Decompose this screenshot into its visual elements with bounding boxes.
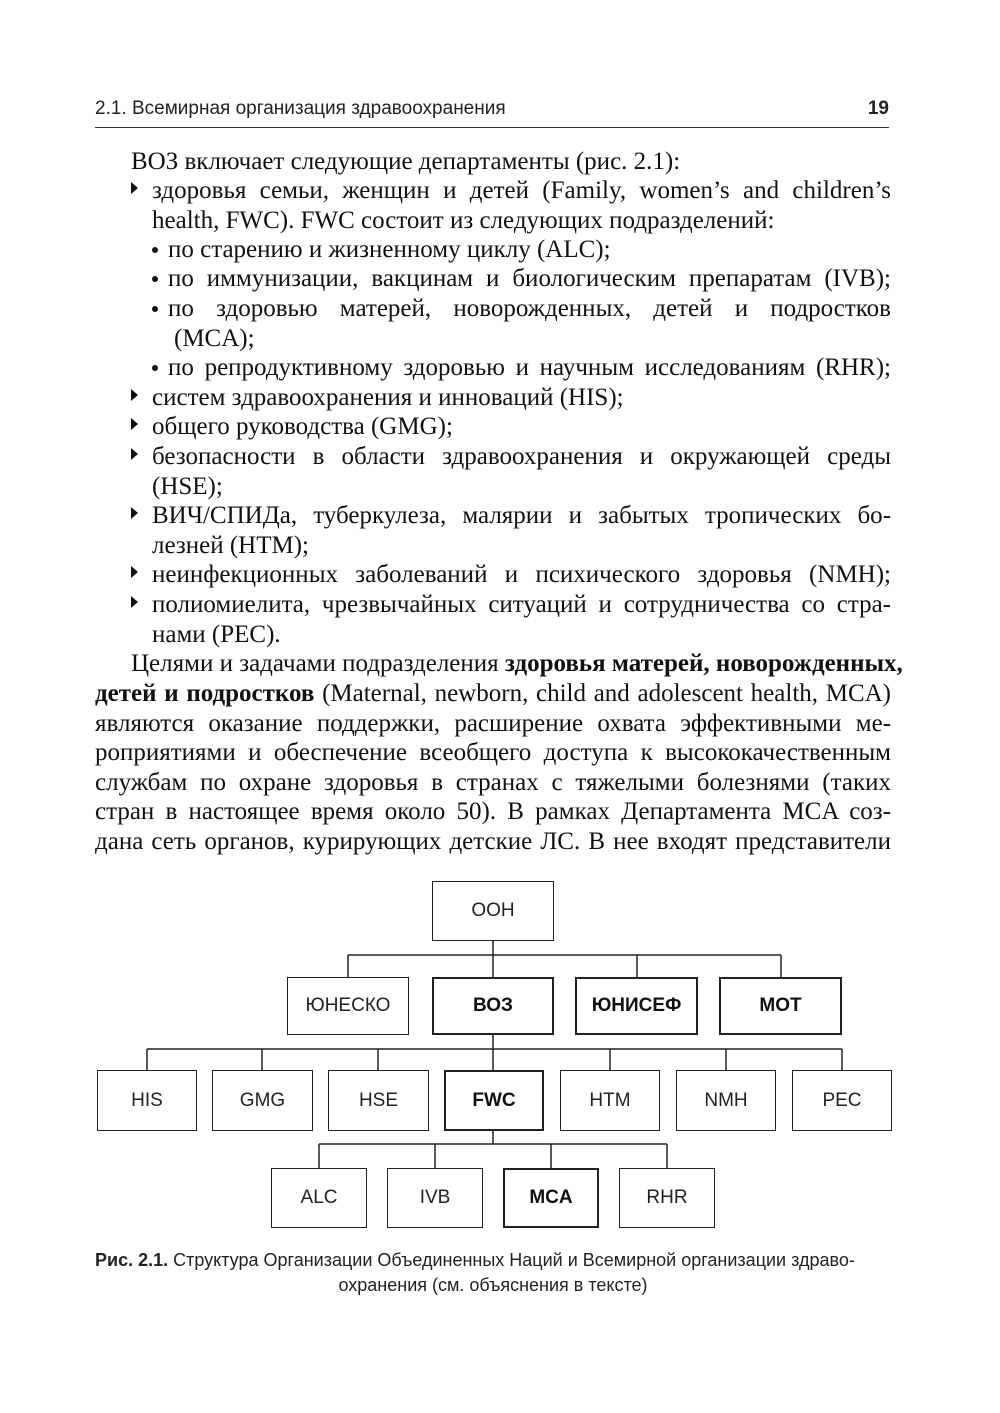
org-box-who: ВОЗ	[432, 977, 554, 1035]
sub-item-ivb: по иммунизации, вакцинам и биологическим препаратам (IVB);	[168, 265, 891, 292]
paragraph-line-3: являются оказание поддержки, расширение охвата эффективными ме-	[95, 710, 891, 737]
org-box-ilo: МОТ	[719, 977, 842, 1035]
list-item-hse-line1: безопасности в области здравоохранения и окружающей среды	[152, 443, 891, 470]
paragraph-text: Целями и задачами подразделения	[131, 650, 505, 677]
list-item-his: систем здравоохранения и инноваций (HIS);	[152, 384, 624, 411]
list-item-hse-line2: (HSE);	[152, 473, 223, 500]
list-item-pec-line1: полиомиелита, чрезвычайных ситуаций и сотрудничества со стра-	[152, 591, 891, 618]
org-box-un: ООН	[432, 881, 554, 941]
figure-caption-line2: охранения (см. объяснения в тексте)	[338, 1275, 648, 1295]
org-box-gmg: GMG	[212, 1070, 313, 1131]
running-header-title: 2.1. Всемирная организация здравоохранения	[95, 98, 506, 119]
list-item-fwc-line2: health, FWC). FWC состоит из следующих подразделений:	[152, 207, 775, 234]
org-box-nmh: NMH	[676, 1070, 776, 1131]
sub-item-mca-line2: (MCA);	[174, 325, 255, 352]
figure-caption-text: Структура Организации Объединенных Наций и Всемирной организации здраво-	[168, 1250, 855, 1270]
list-item-gmg: общего руководства (GMG);	[152, 413, 453, 440]
org-box-ivb: IVB	[387, 1168, 483, 1228]
paragraph-line-4: роприятиями и обеспечение всеобщего доступа к высококачественным	[95, 739, 891, 766]
page-number: 19	[867, 98, 889, 119]
org-box-hse: HSE	[328, 1070, 429, 1131]
paragraph-bold-term: детей и подростков	[95, 680, 315, 707]
paragraph-bold-term: здоровья матерей, новорожденных,	[504, 650, 903, 677]
org-box-his: HIS	[97, 1070, 197, 1131]
list-item-htm-line1: ВИЧ/СПИДа, туберкулеза, малярии и забытых тропических бо-	[152, 502, 891, 529]
paragraph-line-6: стран в настоящее время около 50). В рамках Департамента MCA соз-	[95, 798, 891, 825]
figure-label: Рис. 2.1.	[95, 1250, 169, 1270]
org-box-mca: MCA	[503, 1168, 599, 1228]
list-item-fwc-line1: здоровья семьи, женщин и детей (Family, women’s and children’s	[152, 177, 891, 204]
sub-item-mca-line1: по здоровью матерей, новорожденных, детей и подростков	[168, 295, 891, 322]
org-box-rhr: RHR	[619, 1168, 715, 1228]
org-box-htm: HTM	[560, 1070, 660, 1131]
org-box-fwc: FWC	[444, 1070, 544, 1131]
org-box-unicef: ЮНИСЕФ	[575, 977, 698, 1035]
list-item-htm-line2: лезней (HTM);	[152, 532, 310, 559]
list-item-pec-line2: нами (PEC).	[152, 621, 281, 648]
org-box-pec: PEC	[792, 1070, 892, 1131]
org-box-unesco: ЮНЕСКО	[287, 977, 409, 1035]
intro-line: ВОЗ включает следующие департаменты (рис. 2.1):	[131, 148, 681, 175]
paragraph-line-5: службам по охране здоровья в странах с тяжелыми болезнями (таких	[95, 769, 891, 796]
org-box-alc: ALC	[271, 1168, 367, 1228]
sub-item-alc: по старению и жизненному циклу (ALC);	[168, 236, 611, 263]
paragraph-line-7: дана сеть органов, курирующих детские ЛС. В нее входят представители	[95, 828, 891, 855]
sub-item-rhr: по репродуктивному здоровью и научным исследованиям (RHR);	[168, 354, 891, 381]
paragraph-text: (Maternal, newborn, child and adolescent health, MCA)	[314, 680, 891, 707]
figure-caption-line1	[95, 1249, 855, 1271]
list-item-nmh: неинфекционных заболеваний и психического здоровья (NMH);	[152, 561, 891, 588]
